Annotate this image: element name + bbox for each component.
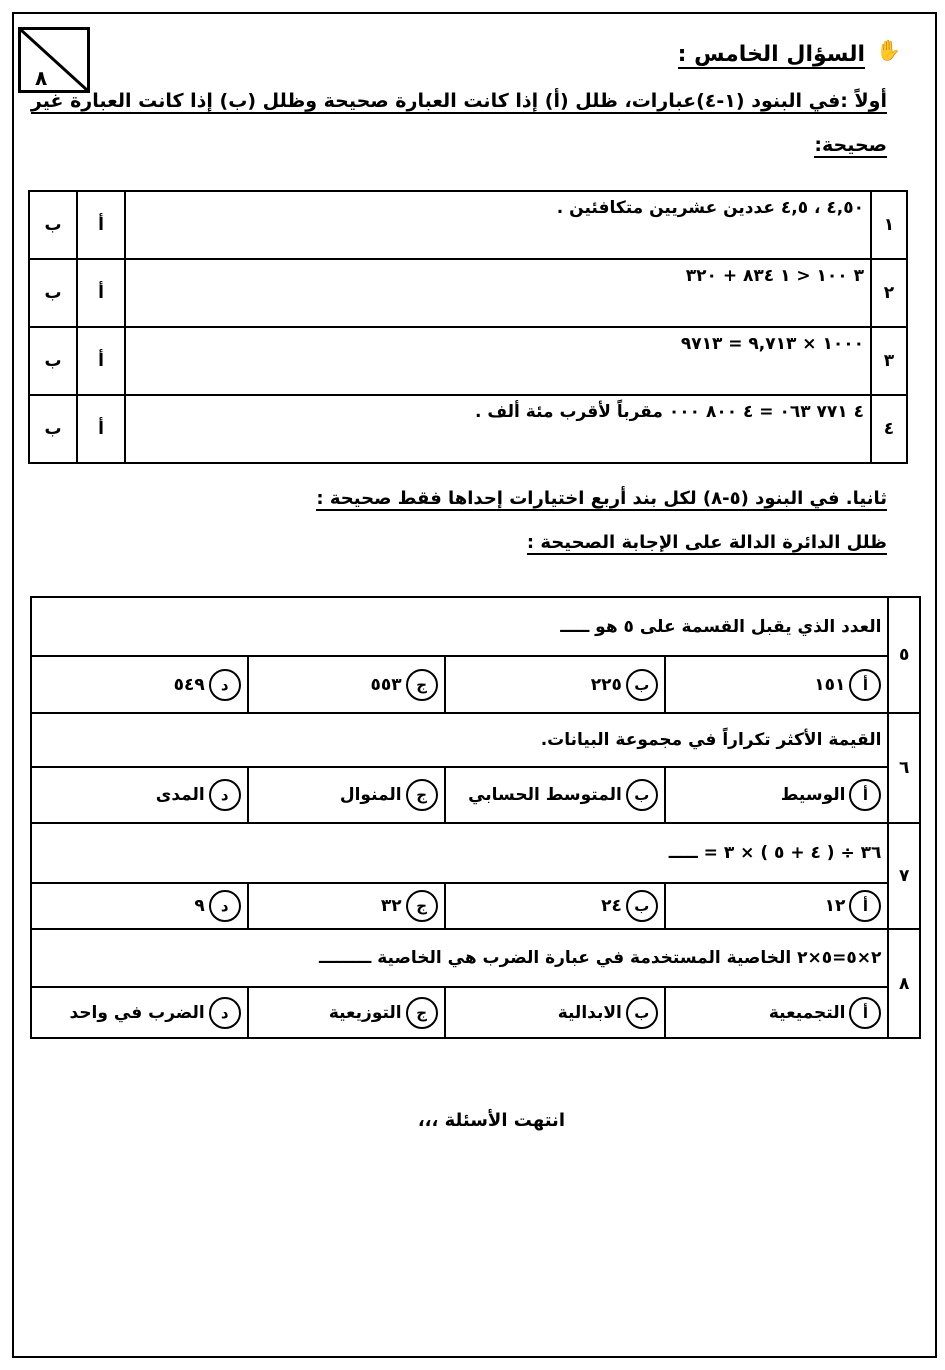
answer-circle[interactable]: ج xyxy=(406,890,438,922)
option-text: ٢٤ xyxy=(601,896,622,916)
options-row xyxy=(31,883,920,929)
option[interactable] xyxy=(665,883,889,929)
option[interactable] xyxy=(445,883,665,929)
answer-circle[interactable]: د xyxy=(209,779,241,811)
option-text: الابدالية xyxy=(557,1002,622,1023)
answer-circle[interactable]: ب xyxy=(626,779,658,811)
answer-circle[interactable]: ب xyxy=(626,669,658,701)
item-number: ٣ xyxy=(871,327,907,395)
option-text: المدى xyxy=(155,785,205,805)
option-text: ١٥١ xyxy=(814,674,846,695)
statement-row xyxy=(29,259,907,327)
answer-circle[interactable]: د xyxy=(209,669,241,701)
statement-text: ١٠٠٠ × ٩,٧١٣ = ٩٧١٣ xyxy=(125,327,871,395)
answer-circle[interactable]: ب xyxy=(626,997,658,1029)
answer-circle[interactable]: ب xyxy=(626,890,658,922)
option-text: المتوسط الحسابي xyxy=(468,785,622,805)
option[interactable] xyxy=(31,883,248,929)
question-text: ٢×٥=٥×٢ الخاصية المستخدمة في عبارة الضرب هي الخاصية ـــــــــ xyxy=(31,929,888,987)
multiple-choice-table xyxy=(30,596,921,1039)
option[interactable] xyxy=(665,767,889,823)
option-text: ٣٢ xyxy=(380,896,402,916)
option[interactable] xyxy=(31,656,248,713)
option[interactable] xyxy=(31,767,248,823)
answer-circle[interactable]: د xyxy=(209,997,241,1029)
option-text: ٥٤٩ xyxy=(173,674,205,695)
statement-row xyxy=(29,395,907,463)
item-number: ٦ xyxy=(888,713,920,823)
option[interactable] xyxy=(248,883,445,929)
score-value: ٨ xyxy=(35,66,48,90)
option-text: الوسيط xyxy=(780,785,846,805)
statement-text: ٣ ١٠٠ < ١ ٨٣٤ + ٣٢٠ xyxy=(125,259,871,327)
item-number: ٨ xyxy=(888,929,920,1038)
answer-circle[interactable]: ج xyxy=(406,669,438,701)
question-row xyxy=(31,713,920,767)
choice-a[interactable]: أ xyxy=(77,259,125,327)
page-title: السؤال الخامس : xyxy=(677,42,865,67)
question-row xyxy=(31,929,920,987)
item-number: ٥ xyxy=(888,597,920,713)
choice-b[interactable]: ب xyxy=(29,259,77,327)
part2-instruction-cont: ظلل الدائرة الدالة على الإجابة الصحيحة : xyxy=(526,532,887,553)
option-text: الضرب في واحد xyxy=(69,1002,205,1023)
part2-instruction: ثانيا. في البنود (٥-٨) لكل بند أربع اختيارات إحداها فقط صحيحة : xyxy=(316,488,887,509)
choice-a[interactable]: أ xyxy=(77,191,125,259)
question-text: ٣٦ ÷ ( ٤ + ٥ ) × ٣ = ـــــ xyxy=(31,823,888,883)
option-text: ٥٥٣ xyxy=(370,674,402,695)
option-text: المنوال xyxy=(339,785,402,805)
option-text: ٩ xyxy=(194,896,205,916)
option-text: التجميعية xyxy=(768,1002,846,1023)
options-row xyxy=(31,987,920,1038)
choice-b[interactable]: ب xyxy=(29,395,77,463)
options-row xyxy=(31,656,920,713)
statement-row xyxy=(29,191,907,259)
option-text: التوزيعية xyxy=(328,1002,402,1023)
answer-circle[interactable]: أ xyxy=(849,779,881,811)
choice-a[interactable]: أ xyxy=(77,327,125,395)
option[interactable] xyxy=(445,656,665,713)
option-text: ١٢ xyxy=(824,896,846,916)
answer-circle[interactable]: ج xyxy=(406,997,438,1029)
score-box xyxy=(18,27,90,93)
question-row xyxy=(31,597,920,656)
question-row xyxy=(31,823,920,883)
part1-instruction-cont: صحيحة: xyxy=(814,134,887,156)
statement-text: ٤ ٧٧١ ٠٦٣ = ٤ ٨٠٠ ٠٠٠ مقرباً لأقرب مئة ألف . xyxy=(125,395,871,463)
question-text: العدد الذي يقبل القسمة على ٥ هو ـــــ xyxy=(31,597,888,656)
answer-circle[interactable]: د xyxy=(209,890,241,922)
answer-circle[interactable]: أ xyxy=(849,997,881,1029)
option[interactable] xyxy=(445,767,665,823)
option[interactable] xyxy=(248,767,445,823)
choice-b[interactable]: ب xyxy=(29,191,77,259)
option[interactable] xyxy=(248,987,445,1038)
hand-icon: ✋ xyxy=(876,38,901,62)
options-row xyxy=(31,767,920,823)
option[interactable] xyxy=(445,987,665,1038)
option-text: ٢٢٥ xyxy=(590,674,622,695)
answer-circle[interactable]: أ xyxy=(849,890,881,922)
choice-b[interactable]: ب xyxy=(29,327,77,395)
item-number: ٧ xyxy=(888,823,920,929)
answer-circle[interactable]: ج xyxy=(406,779,438,811)
choice-a[interactable]: أ xyxy=(77,395,125,463)
option[interactable] xyxy=(665,987,889,1038)
statement-row xyxy=(29,327,907,395)
item-number: ١ xyxy=(871,191,907,259)
statement-text: ٤,٥٠ ، ٤,٥ عددين عشريين متكافئين . xyxy=(125,191,871,259)
true-false-table xyxy=(28,190,908,464)
part1-instruction: أولاً :في البنود (١-٤)عبارات، ظلل (أ) إذا كانت العبارة صحيحة وظلل (ب) إذا كانت العبارة غير xyxy=(30,90,887,112)
option[interactable] xyxy=(248,656,445,713)
question-text: القيمة الأكثر تكراراً في مجموعة البيانات. xyxy=(31,713,888,767)
end-note: انتهت الأسئلة ،،، xyxy=(417,1110,565,1131)
answer-circle[interactable]: أ xyxy=(849,669,881,701)
option[interactable] xyxy=(31,987,248,1038)
option[interactable] xyxy=(665,656,889,713)
item-number: ٤ xyxy=(871,395,907,463)
item-number: ٢ xyxy=(871,259,907,327)
